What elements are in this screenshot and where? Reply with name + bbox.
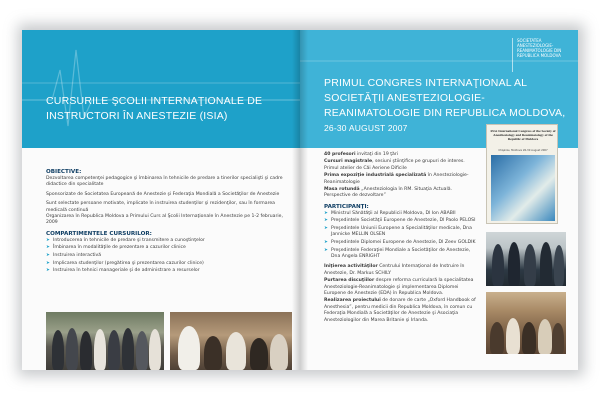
bullet-arrow-icon: ➤ (324, 210, 328, 216)
components-heading: COMPARTIMENTELE CURSURILOR: (46, 230, 152, 237)
congress-flyer (486, 124, 558, 224)
closing-paragraph: Iniţierea activităţilor Centrului Internaţional de Instruire în Anestezie, Dr. Markus SCHILY (324, 264, 465, 276)
congress-fact: Prima expoziţie industrială specializată în Anesteziologie-Reanimatologie (324, 173, 469, 185)
list-item: ➤ Preşedintele Diplomei Europene de Anestezie, Dl Zeev GOLDIK (324, 240, 476, 246)
list-item: ➤ Preşedintele Federaţiei Mondiale a Societăţilor de Anestezie, Dna Angela ENRIGHT (324, 247, 471, 260)
bullet-arrow-icon: ➤ (46, 260, 50, 266)
list-item: ➤ Ministrul Sănătăţii al Republicii Moldova, Dl Ion ABABII (324, 210, 456, 216)
list-item: ➤ Preşedintele Societăţii Europene de Anestezie, Dl Paolo PELOSI (324, 218, 476, 224)
list-item: ➤ Preşedintele Uniunii Europene a Specialităţilor medicale, Dna Jannicke MELLIN OLSEN (324, 226, 472, 238)
list-item: ➤ Introducerea în tehnicile de predare şi transmitere a cunoştinţelor (46, 237, 205, 243)
right-body (324, 152, 480, 327)
bullet-arrow-icon: ➤ (46, 253, 50, 259)
group-photo (46, 312, 164, 370)
list-item: ➤ Instruirea interactivă (46, 253, 102, 259)
components-list (46, 238, 292, 275)
speakers-photo (486, 232, 566, 286)
book-spine-fold (292, 30, 308, 370)
organized-text: Organizarea în Republica Moldova a Primului Curs al Şcolii Internaţionale în Anestezie pe 1-2 februarie, 2009 (46, 214, 283, 226)
course-photos (46, 312, 292, 370)
list-item: ➤ Instruirea în tehnici manageriale şi de administrare a resurselor (46, 268, 200, 274)
congress-fact: Cursuri magistrale, sesiuni ştiinţifice pe grupuri de interes. Primul atelier de Căi Aeriene Dificile (324, 159, 465, 171)
flyer-artwork (491, 155, 555, 221)
heartbeat-line-icon (22, 30, 300, 148)
bullet-arrow-icon: ➤ (324, 218, 328, 224)
right-page (300, 30, 578, 370)
list-item: ➤ Îmbinarea în modalităţile de prezentare a cazurilor clinice (46, 245, 186, 251)
right-title: PRIMUL CONGRES INTERNAŢIONAL AL SOCIETĂŢII ANESTEZIOLOGIE-REANIMATOLOGIE DIN REPUBLICA MOLDOVA, 26-30 AUGUST 2007 (324, 77, 566, 133)
objectives-heading: OBIECTIVE: (46, 169, 82, 175)
left-body (46, 168, 292, 276)
objectives-text: Dezvoltarea competenţei pedagogice şi îmbinarea în tehnicile de predare a tinerilor specialişti şi cadre didactice din specialitate (46, 176, 283, 188)
selected-text: Sunt selectate persoane motivate, implicate în instruirea studenţilor şi rezidenţilor, sau în formarea medicală continuă (46, 201, 276, 213)
congress-fact: 40 profesori invitaţi din 19 ţări (324, 152, 398, 157)
bullet-arrow-icon: ➤ (46, 237, 50, 243)
left-title: CURSURILE ŞCOLII INTERNAŢIONALE DE INSTRUCTORI ÎN ANESTEZIE (ISIA) (46, 95, 263, 122)
left-header-band (22, 30, 300, 148)
participants-list (324, 211, 480, 261)
audience-photo (486, 292, 566, 354)
bullet-arrow-icon: ➤ (324, 226, 328, 232)
sponsor-text: Sponsorizate de Societatea Europeană de Anestezie şi Federaţia Mondială a Societăţilor de Anestezie (46, 191, 280, 197)
left-page (22, 30, 300, 370)
flyer-subtitle: Chişinău, Moldova 26-30 August 2007 (498, 149, 548, 152)
bullet-arrow-icon: ➤ (324, 247, 328, 253)
list-item: ➤ Implicarea studenţilor (pregătirea şi prezentarea cazurilor clinice) (46, 260, 204, 266)
classroom-photo (170, 312, 292, 370)
participants-heading: PARTICIPANŢI: (324, 203, 369, 210)
congress-date: 26-30 AUGUST 2007 (324, 123, 408, 133)
bullet-arrow-icon: ➤ (46, 245, 50, 251)
bullet-arrow-icon: ➤ (46, 268, 50, 274)
closing-paragraph: Realizarea proiectului de donare de carte „Oxford Handbook of Anesthesia”, pentru medicii din Republica Moldova, în comun cu Federaţia Mondială a Societăţilor de Anestezie şi Asociaţia Anesteziologilor din Marea Britanie şi Irlanda. (324, 298, 476, 323)
congress-fact: Masa rotundă „Anesteziologia în RM. Situaţia Actuală. Perspective de dezvoltare” (324, 187, 452, 199)
flyer-title: First International Congress of the Society of Anesthesiology and Reanimatology of the Republic of Moldova (490, 129, 556, 142)
closing-paragraph: Purtarea discuţiilor despre reforma curriculară la specialitatea Anesteziologie-Reanimatologie şi implementarea Diplomei Europene de Anestezie (EDA) în Republica Moldova. (324, 278, 474, 297)
society-logo: SOCIETATEA ANESTEZIOLOGIE-REANIMATOLOGIE DIN REPUBLICA MOLDOVA (512, 38, 570, 72)
bullet-arrow-icon: ➤ (324, 240, 328, 246)
